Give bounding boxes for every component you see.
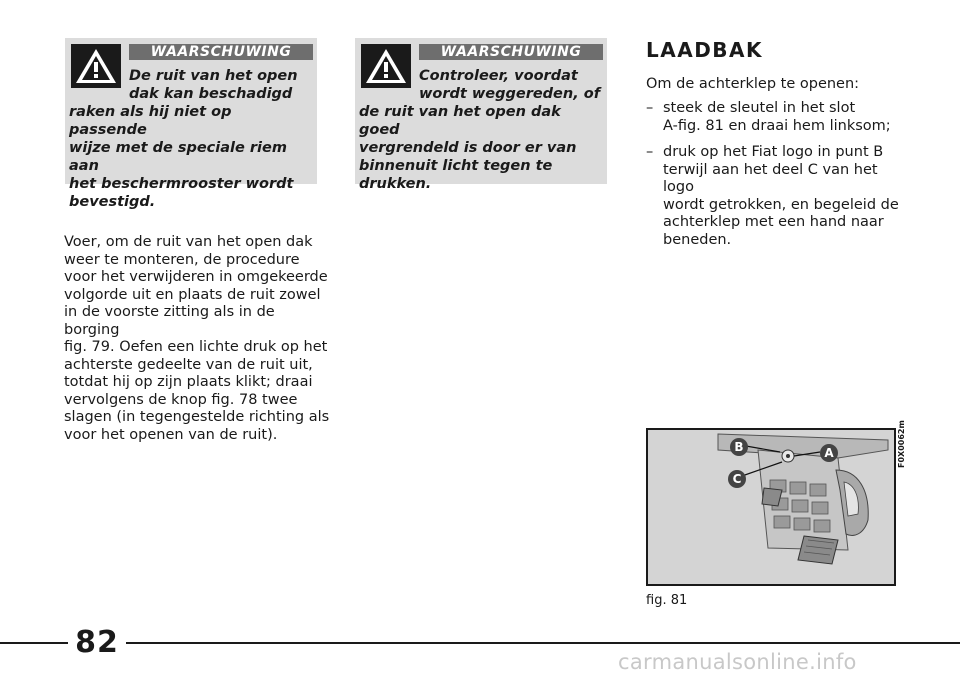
warning-line: wordt weggereden, of (419, 86, 601, 102)
watermark: carmanualsonline.info (618, 650, 857, 674)
left-paragraph (64, 234, 334, 444)
paragraph-line: voor het verwijderen in omgekeerde (64, 269, 328, 285)
paragraph-line: weer te monteren, de procedure (64, 251, 300, 268)
warning-line: raken als hij niet op passende (69, 104, 232, 138)
warning-header: WAARSCHUWING (419, 44, 603, 60)
warning-box-1 (65, 38, 317, 210)
list-item-2 (646, 144, 906, 249)
warning-line: dak kan beschadigd (129, 86, 293, 102)
figure-caption: fig. 81 (646, 593, 688, 608)
warning-line: binnenuit licht tegen te (359, 158, 553, 174)
callout-c: C (728, 470, 746, 488)
page-rule-right (126, 642, 960, 644)
callout-a: A (820, 444, 838, 462)
warning-line: vergrendeld is door er van (359, 140, 577, 156)
warning-line: de ruit van het open dak goed (359, 104, 561, 138)
list-line: druk op het Fiat logo in punt B (663, 144, 884, 160)
paragraph-line: fig. 79. Oefen een lichte druk op het (64, 339, 328, 355)
warning-line: bevestigd. (69, 194, 156, 210)
list-dash: – (646, 144, 654, 160)
page-number: 82 (75, 625, 119, 660)
section-intro: Om de achterklep te openen: (646, 76, 860, 92)
section-title: LAADBAK (646, 38, 764, 62)
figure-81 (646, 428, 896, 586)
paragraph-line: voor het openen van de ruit). (64, 426, 278, 443)
list-line: steek de sleutel in het slot (663, 100, 856, 116)
tailgate-illustration (648, 430, 894, 584)
warning-text (359, 67, 603, 193)
callout-b: B (730, 438, 748, 456)
list-item-1 (646, 100, 906, 135)
paragraph-line: in de voorste zitting als in de borging (64, 304, 275, 338)
list-line: wordt getrokken, en begeleid de (663, 196, 899, 213)
list-line: A-fig. 81 en draai hem linksom; (663, 117, 891, 134)
paragraph-line: Voer, om de ruit van het open dak (64, 234, 313, 250)
warning-header: WAARSCHUWING (129, 44, 313, 60)
paragraph-line: volgorde uit en plaats de ruit zowel (64, 286, 321, 303)
list-line: terwijl aan het deel C van het logo (663, 161, 878, 195)
warning-text (69, 67, 313, 211)
paragraph-line: totdat hij op zijn plaats klikt; draai (64, 374, 313, 390)
paragraph-line: vervolgens de knop fig. 78 twee (64, 391, 298, 408)
paragraph-line: achterste gedeelte van de ruit uit, (64, 356, 313, 373)
warning-line: wijze met de speciale riem aan (69, 140, 287, 174)
warning-line: drukken. (359, 176, 432, 192)
warning-line: Controleer, voordat (419, 68, 578, 84)
warning-line: De ruit van het open (129, 68, 298, 84)
warning-line: het beschermrooster wordt (69, 176, 294, 192)
list-line: achterklep met een hand naar (663, 214, 884, 230)
list-line: beneden. (663, 231, 732, 248)
figure-code: F0X0062m (897, 420, 906, 468)
paragraph-line: slagen (in tegengestelde richting als (64, 409, 330, 425)
warning-box-2 (355, 38, 607, 192)
page-rule-left (0, 642, 68, 644)
list-dash: – (646, 100, 654, 116)
